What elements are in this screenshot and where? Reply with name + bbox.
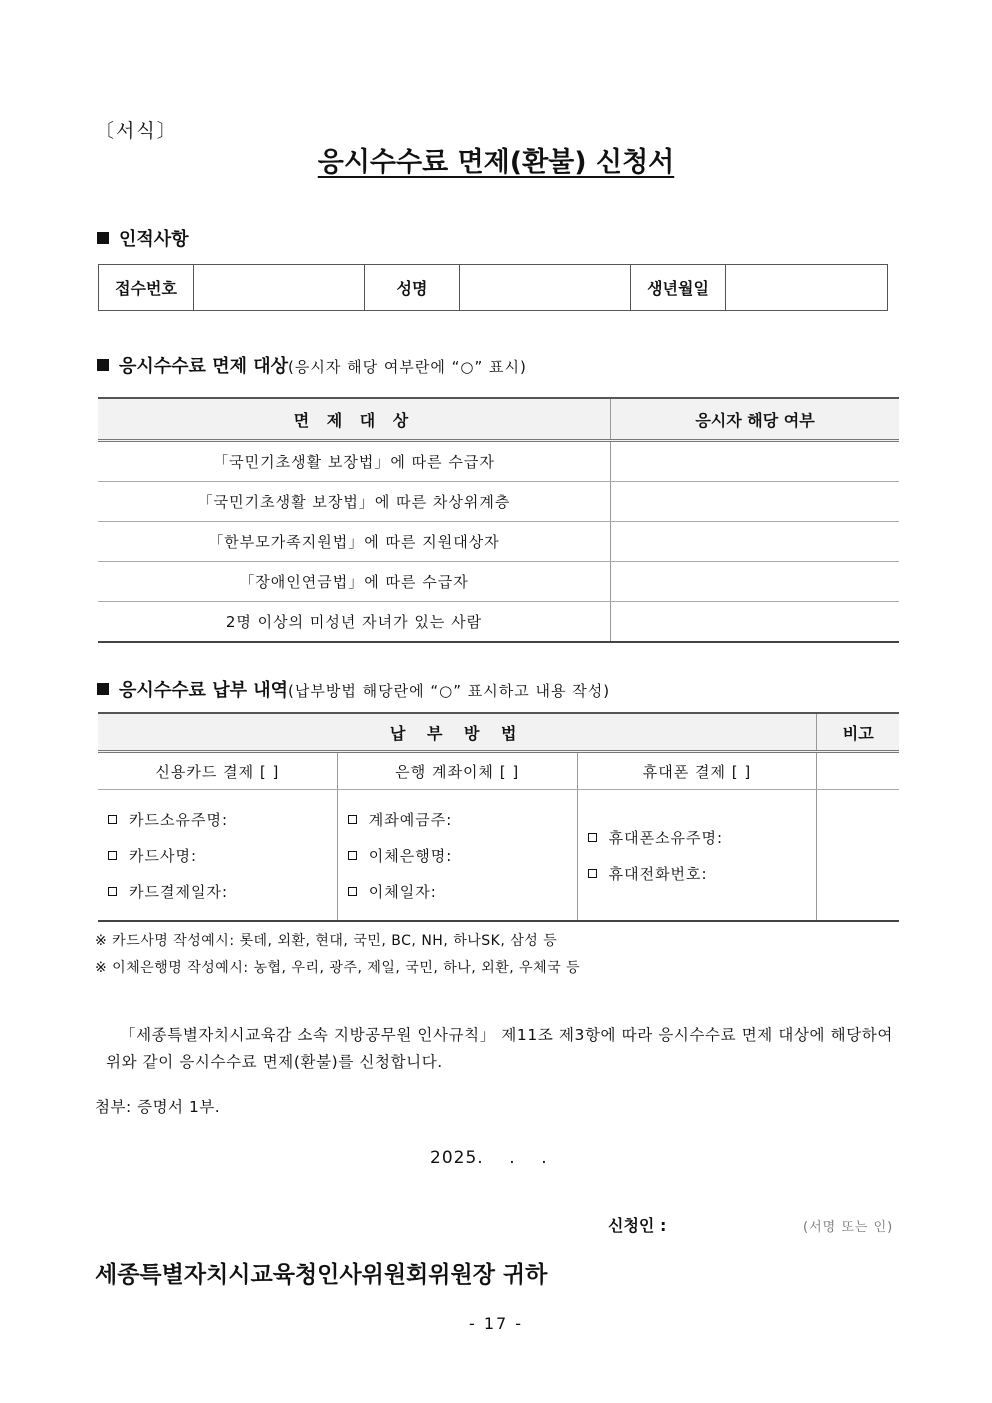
- checkbox-icon: [108, 815, 117, 824]
- remark-cell[interactable]: [817, 790, 899, 922]
- phone-owner-field[interactable]: 휴대폰소유주명:: [588, 819, 817, 855]
- date-field[interactable]: 2025. . .: [430, 1148, 548, 1168]
- card-date-field[interactable]: 카드결제일자:: [108, 873, 337, 909]
- transfer-date-field[interactable]: 이체일자:: [348, 873, 577, 909]
- receipt-number-field[interactable]: [194, 265, 365, 311]
- account-holder-field[interactable]: 계좌예금주:: [348, 801, 577, 837]
- addressee: 세종특별자치시교육청인사위원회위원장 귀하: [95, 1262, 548, 1288]
- card-company-field[interactable]: 카드사명:: [108, 837, 337, 873]
- applies-cell[interactable]: [611, 562, 900, 602]
- col-exemption-target: 면 제 대 상: [98, 398, 611, 441]
- statement-paragraph: 「세종특별자치시교육감 소속 지방공무원 인사규칙」 제11조 제3항에 따라 응시수수료 면제 대상에 해당하여 위와 같이 응시수수료 면제(환불)를 신청합니다.: [106, 1026, 893, 1071]
- applies-cell[interactable]: [611, 602, 900, 643]
- applies-cell[interactable]: [611, 482, 900, 522]
- birthdate-field[interactable]: [726, 265, 888, 311]
- applies-cell[interactable]: [611, 441, 900, 482]
- bank-example-note: ※ 이체은행명 작성예시: 농협, 우리, 광주, 제일, 국민, 하나, 외환, 우체국 등: [95, 960, 581, 976]
- page-title: 응시수수료 면제(환불) 신청서: [317, 147, 675, 178]
- section-exemption-heading: 응시수수료 면제 대상(응시자 해당 여부란에 “○” 표시): [97, 352, 527, 378]
- attachment-line: 첨부: 증명서 1부.: [95, 1098, 221, 1116]
- square-bullet-icon: [97, 359, 109, 371]
- exemption-note: (응시자 해당 여부란에 “○” 표시): [288, 358, 527, 376]
- checkbox-icon: [348, 887, 357, 896]
- phone-details: [577, 790, 817, 922]
- phone-payment-option[interactable]: 휴대폰 결제 [ ]: [577, 752, 817, 790]
- exemption-table: [98, 397, 899, 643]
- exemption-target: 「장애인연금법」에 따른 수급자: [98, 562, 611, 602]
- table-row: [98, 522, 899, 562]
- name-label: 성명: [365, 265, 460, 311]
- checkbox-icon: [348, 851, 357, 860]
- section-payment-heading: 응시수수료 납부 내역(납부방법 해당란에 “○” 표시하고 내용 작성): [97, 676, 610, 702]
- payment-table: [98, 712, 899, 922]
- square-bullet-icon: [97, 683, 109, 695]
- signature-field[interactable]: (서명 또는 인): [803, 1220, 894, 1235]
- payment-note: (납부방법 해당란에 “○” 표시하고 내용 작성): [288, 682, 611, 700]
- exemption-target: 「한부모가족지원법」에 따른 지원대상자: [98, 522, 611, 562]
- exemption-target: 「국민기초생활 보장법」에 따른 차상위계층: [98, 482, 611, 522]
- card-example-note: ※ 카드사명 작성예시: 롯데, 외환, 현대, 국민, BC, NH, 하나SK, 삼성 등: [95, 933, 558, 949]
- applies-cell[interactable]: [611, 522, 900, 562]
- card-payment-option[interactable]: 신용카드 결제 [ ]: [98, 752, 337, 790]
- exemption-target: 2명 이상의 미성년 자녀가 있는 사람: [98, 602, 611, 643]
- checkbox-icon: [588, 833, 597, 842]
- section-personal-heading: 인적사항: [97, 225, 189, 251]
- checkbox-icon: [588, 869, 597, 878]
- col-remark: 비고: [817, 713, 899, 752]
- table-row: [98, 602, 899, 643]
- bank-name-field[interactable]: 이체은행명:: [348, 837, 577, 873]
- checkbox-icon: [348, 815, 357, 824]
- personal-info-table: [98, 264, 888, 311]
- square-bullet-icon: [97, 232, 109, 244]
- bank-details: [337, 790, 577, 922]
- receipt-number-label: 접수번호: [99, 265, 194, 311]
- col-applies: 응시자 해당 여부: [611, 398, 900, 441]
- table-row: [98, 441, 899, 482]
- remark-header-cell: [817, 752, 899, 790]
- phone-number-field[interactable]: 휴대전화번호:: [588, 855, 817, 891]
- card-owner-field[interactable]: 카드소유주명:: [108, 801, 337, 837]
- checkbox-icon: [108, 851, 117, 860]
- form-tag: 〔서식〕: [95, 120, 178, 142]
- card-details: [98, 790, 337, 922]
- applicant-label: 신청인 :: [608, 1216, 667, 1235]
- name-field[interactable]: [460, 265, 631, 311]
- table-row: [98, 562, 899, 602]
- col-payment-method: 납 부 방 법: [98, 713, 817, 752]
- exemption-target: 「국민기초생활 보장법」에 따른 수급자: [98, 441, 611, 482]
- bank-transfer-option[interactable]: 은행 계좌이체 [ ]: [337, 752, 577, 790]
- table-row: [98, 482, 899, 522]
- birthdate-label: 생년월일: [631, 265, 726, 311]
- checkbox-icon: [108, 887, 117, 896]
- page-number: - 17 -: [468, 1314, 524, 1333]
